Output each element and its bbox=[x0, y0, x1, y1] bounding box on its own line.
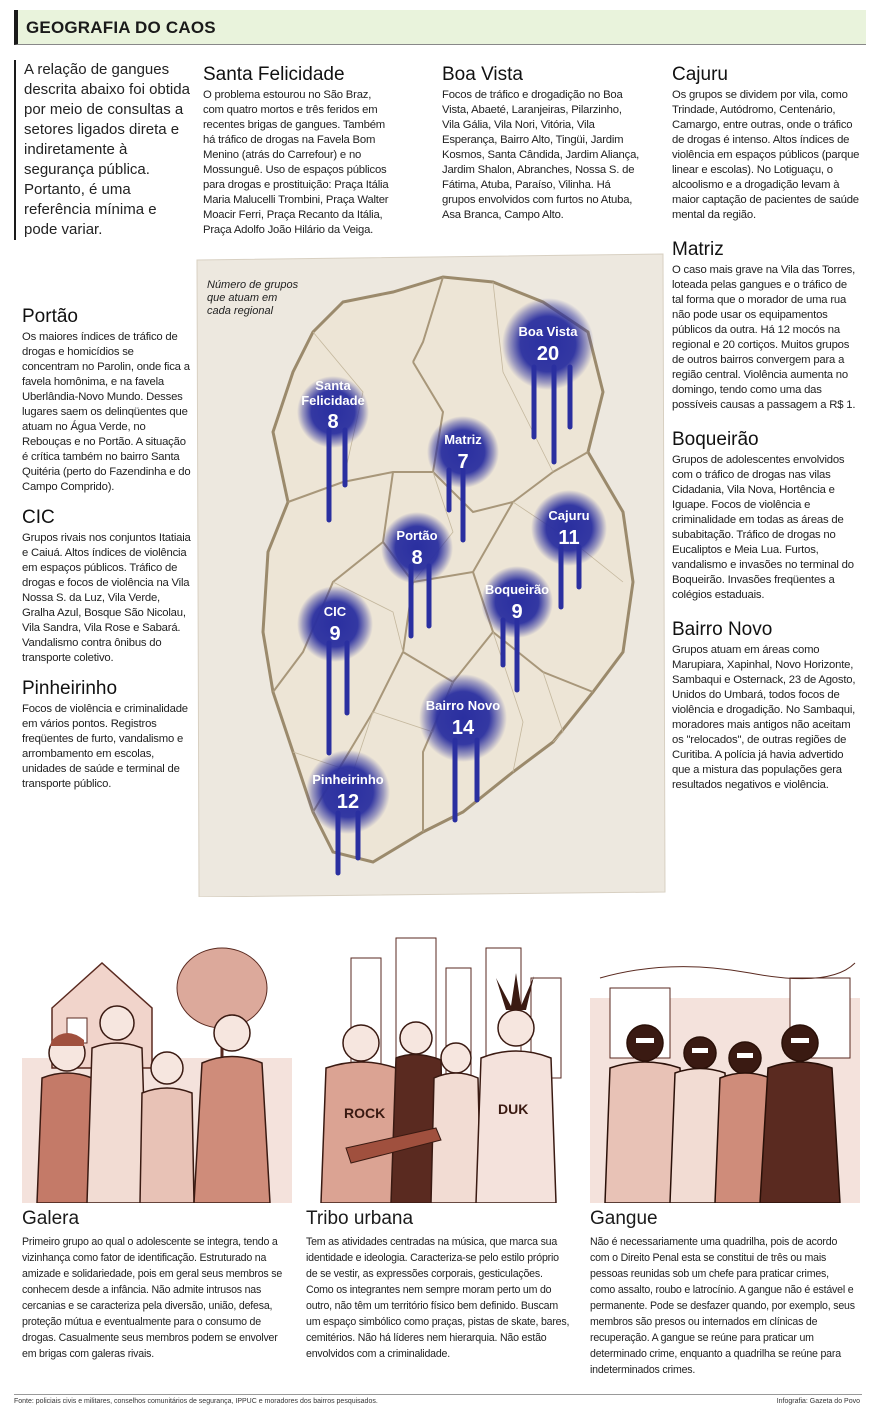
spot-label: Santa bbox=[315, 378, 351, 393]
spot-label: Boqueirão bbox=[484, 582, 550, 597]
spot-value: 9 bbox=[511, 601, 523, 623]
region-boa-vista bbox=[442, 64, 642, 223]
region-text: Grupos rivais nos conjuntos Itatiaia e Caiuá. Altos índices de violência em espaços públicos. Tráfico de drogas e focos de violência na Vila Nossa S. da Luz, Vila Verde, Gralha Azul, Bosque São Nicolau, Vila Sandra, Vila Rose e Sabará. Vandalismo contra ônibus do transporte coletivo. bbox=[22, 532, 191, 664]
region-text: Grupos atuam em áreas como Marupiara, Xapinhal, Novo Horizonte, Sambaqui e Osternack, 23 de Agosto, Unidos do Umbará, todos focos de violência e drogadição. No Sambaqui, moradores mais antigos não aceitam os "relocados", de outras regiões de Curitiba. A polícia já havia advertido que a mistura das populações gera resultados negativos e violência. bbox=[672, 644, 856, 791]
group-text: Tem as atividades centradas na música, que marca sua identidade e ideologia. Caracteriza-se pelo estilo próprio de se vestir, as expressões corporais, gesticulações. Como os integrantes nem sempre moram perto um do outro, não têm um território físico bem definido. Buscam um espaço simbólico como praças, pistas de skate, bares, cemitérios. Não há líderes nem hierarquia. Não estão envolvidos com a criminalidade. bbox=[306, 1236, 570, 1360]
region-text: Os maiores índices de tráfico de drogas e homicídios se concentram no Parolin, onde fica a favela homônima, e na favela Uberlândia-Novo Mundo. Desses lugares saem os delinqüentes que atuam no Água Verde, no Rebouças e no Portão. A situação é crítica também no bairro Santa Quitéria (perto do Fazendinha e do Campo Comprido). bbox=[22, 331, 191, 493]
region-title: Boa Vista bbox=[442, 64, 523, 85]
spot-value: 8 bbox=[411, 547, 423, 569]
intro-text: A relação de gangues descrita abaixo foi obtida por meio de consultas a setores ligados direta e indiretamente à segurança pública. Portanto, é uma referência mínima e pode variar. bbox=[14, 60, 194, 240]
region-pinheirinho bbox=[22, 678, 192, 792]
region-title: Bairro Novo bbox=[672, 619, 773, 640]
region-cic bbox=[22, 507, 192, 666]
spot-label: Boa Vista bbox=[518, 324, 578, 339]
spot-label: Bairro Novo bbox=[425, 698, 501, 713]
spot-value: 9 bbox=[329, 623, 341, 645]
group-title: Tribo urbana bbox=[306, 1208, 414, 1229]
header-bar bbox=[14, 10, 866, 45]
region-bairro-novo bbox=[672, 619, 860, 793]
map-legend: Número de grupos que atuam em cada regional bbox=[207, 279, 299, 317]
region-title: Matriz bbox=[672, 239, 724, 260]
spot-label: Pinheirinho bbox=[312, 772, 384, 787]
shirt-text-rock: ROCK bbox=[344, 1105, 386, 1121]
spot-label: CIC bbox=[323, 604, 347, 619]
illustration-tribo-urbana bbox=[306, 918, 576, 1203]
region-boqueirao bbox=[672, 429, 860, 603]
group-gangue bbox=[590, 1208, 855, 1378]
region-cajuru bbox=[672, 64, 860, 223]
spot-value: 7 bbox=[457, 451, 469, 473]
region-title: Pinheirinho bbox=[22, 678, 118, 699]
spot-label: Cajuru bbox=[548, 508, 590, 523]
illustration-galera bbox=[22, 918, 292, 1203]
footer-rule bbox=[14, 1394, 862, 1395]
spot-label: Matriz bbox=[444, 432, 482, 447]
group-title: Galera bbox=[22, 1208, 80, 1229]
left-column bbox=[22, 306, 192, 806]
group-title: Gangue bbox=[590, 1208, 658, 1229]
region-title: Santa Felicidade bbox=[203, 64, 345, 85]
region-text: Focos de tráfico e drogadição no Boa Vista, Abaeté, Laranjeiras, Pilarzinho, Vila Gália, Vila Nori, Vitória, Vila Esperança, Bairro Alto, Tingüi, Jardim Kosmos, Santa Cândida, Jardim Aliança, Jardim Shalon, Abranches, Nossa S. de Fátima, Atuba, Paraíso, Vilinha. Há grupos envolvidos com furtos no Atuba, Asa Branca, Campo Alto. bbox=[442, 89, 640, 221]
group-galera bbox=[22, 1208, 287, 1362]
shirt-text-duk: DUK bbox=[498, 1101, 529, 1117]
regional-map bbox=[193, 252, 668, 897]
right-column bbox=[672, 64, 860, 807]
footer-source: Fonte: policiais civis e militares, conselhos comunitários de segurança, IPPUC e moradores dos bairros pesquisados. bbox=[14, 1398, 378, 1405]
page-title: GEOGRAFIA DO CAOS bbox=[26, 18, 216, 37]
footer-credit: Infografia: Gazeta do Povo bbox=[776, 1398, 860, 1405]
spot-value: 14 bbox=[451, 717, 475, 739]
region-text: Focos de violência e criminalidade em vários pontos. Registros freqüentes de furto, vandalismo e arrombamento em escolas, unidades de saúde e terminal de transporte público. bbox=[22, 703, 188, 790]
illustration-gangue bbox=[590, 918, 860, 1203]
spot-value: 20 bbox=[536, 343, 560, 365]
spot-value: 8 bbox=[327, 411, 339, 433]
spot-value: 11 bbox=[558, 527, 580, 549]
region-matriz bbox=[672, 239, 860, 413]
group-tribo-urbana bbox=[306, 1208, 571, 1362]
region-portao bbox=[22, 306, 192, 495]
region-text: O caso mais grave na Vila das Torres, loteada pelas gangues e o tráfico de tal forma que o morador de uma rua não pode usar os equipamentos públicos da outra. Há 12 mocós na regional e 20 cortiços. Muitos grupos de outros bairros convergem para a região central. Violência aumenta no domingo, tendo como uma das possíveis causas a passagem a R$ 1. bbox=[672, 264, 856, 411]
spot-label: Portão bbox=[396, 528, 438, 543]
region-santa-felicidade bbox=[203, 64, 393, 238]
region-text: O problema estourou no São Braz, com quatro mortos e três feridos em recentes brigas de gangues. Também há tráfico de drogas na Favela Bom Menino (atrás do Carrefour) e no Mossunguê. Uso de espaços públicos para drogas e prostituição: Praça Itália Maria Malucelli Trombini, Praça Walter Moacir Ferri, Praça Recanto da Itália, Praça Adolfo João Hilário da Veiga. bbox=[203, 89, 389, 236]
group-text: Não é necessariamente uma quadrilha, pois de acordo com o Direito Penal esta se constitui de três ou mais pessoas reunidas sob um chefe para praticar crimes, como assalto, roubo e latrocínio. A gangue não é estável e permanente. Pode se desfazer quando, por exemplo, seus membros são presos ou internados em clínicas de recuperação. A gangue se reúne para praticar um determinado crime, enquanto a quadrilha se reúne para indeterminados crimes. bbox=[590, 1236, 855, 1376]
region-text: Grupos de adolescentes envolvidos com o tráfico de drogas nas vilas Cidadania, Vila Nova, Hortência e Iguape. Focos de violência e criminalidade em todas as áreas de subabitação. Tráfico de drogas no Eucaliptos e Meia Lua. Furtos, vandalismo e invasões no terminal do Boqueirão. Invasões freqüentes a colégios estaduais. bbox=[672, 454, 854, 601]
spot-label: Felicidade bbox=[301, 393, 365, 408]
group-text: Primeiro grupo ao qual o adolescente se integra, tendo a vizinhança como fator de identificação. Estruturado na amizade e solidariedade, pois em geral seus membros se conhecem desde a infância. Não admite intrusos nas cercanias e se caracteriza pela diversão, união, defesa, proteção mútua e eventualmente para o consumo de drogas. Casualmente seus membros podem se envolver em brigas com galeras rivais. bbox=[22, 1236, 283, 1360]
region-text: Os grupos se dividem por vila, como Trindade, Autódromo, Centenário, Camargo, entre outras, onde o tráfico de drogas é intenso. Altos índices de violência em espaços públicos (parque linear e escolas). No Lotiguaçu, o alcoolismo e a drogadição levam à maior captação de pacientes de saúde mental da região. bbox=[672, 89, 860, 221]
map-svg bbox=[193, 252, 668, 897]
region-title: Portão bbox=[22, 306, 78, 327]
region-title: CIC bbox=[22, 507, 55, 528]
spot-value: 12 bbox=[336, 791, 360, 813]
region-title: Cajuru bbox=[672, 64, 728, 85]
region-title: Boqueirão bbox=[672, 429, 759, 450]
